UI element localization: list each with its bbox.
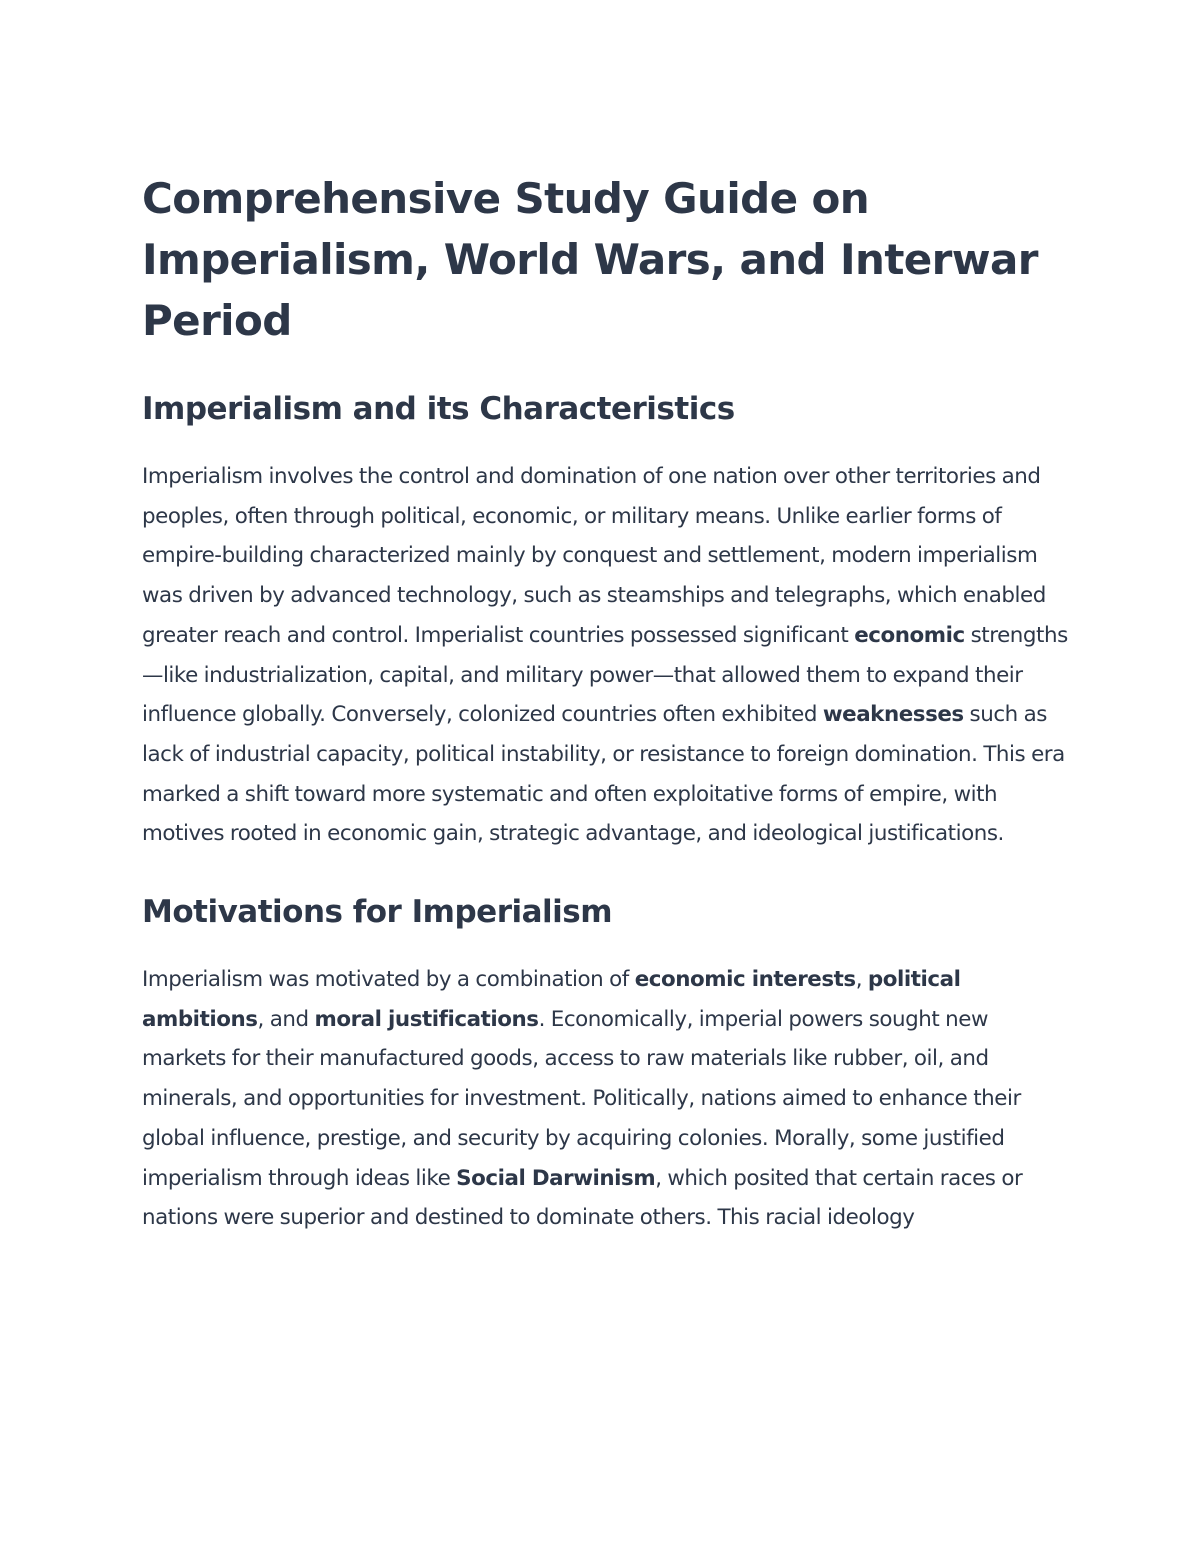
bold-term-economic-interests: economic interests xyxy=(634,967,856,993)
text-run: , which posited that certain races or nations were superior and destined to dominate others. This racial ideology xyxy=(142,1165,1023,1231)
bold-term-weaknesses: weaknesses xyxy=(822,702,964,728)
document-title: Comprehensive Study Guide on Imperialism, World Wars, and Interwar Period xyxy=(142,174,1038,345)
text-run: Imperialism involves the control and domination of one nation over other territories and peoples, often through political, economic, or military means. Unlike earlier forms of empire-building characterized mainly by conquest and settlement, modern imperialism was driven by advanced technology, such as steamships and telegraphs, which enabled greater reach and control. Imperialist countries possessed significant xyxy=(142,464,1046,648)
text-run: such as lack of industrial capacity, political instability, or resistance to foreign domination. This era marked a shift toward more systematic and often exploitative forms of empire, with motives rooted in economic gain, strategic advantage, and ideological justifications. xyxy=(142,702,1065,847)
section-paragraph-motivations xyxy=(142,960,1072,1238)
bold-term-social-darwinism: Social Darwinism xyxy=(456,1165,656,1191)
document-page xyxy=(142,168,1072,1238)
section-heading-imperialism-characteristics: Imperialism and its Characteristics xyxy=(142,391,735,427)
text-run: , and xyxy=(257,1006,315,1032)
text-run: . Economically, imperial powers sought new markets for their manufactured goods, access to raw materials like rubber, oil, and minerals, and opportunities for investment. Politically, nations aimed to enhance their global influence, prestige, and security by acquiring colonies. Morally, some justified imperialism through ideas like xyxy=(142,1006,1021,1191)
bold-term-moral-justifications: moral justifications xyxy=(314,1006,539,1032)
section-paragraph-imperialism-characteristics xyxy=(142,457,1072,854)
bold-term-political-ambitions: political ambitions xyxy=(142,967,961,1032)
section-heading-motivations: Motivations for Imperialism xyxy=(142,894,613,931)
text-run: , xyxy=(855,967,868,993)
text-run: strengths—like industrialization, capital, and military power—that allowed them to expand their influence globally. Conversely, colonized countries often exhibited xyxy=(142,622,1068,728)
bold-term-economic: economic xyxy=(854,622,965,648)
text-run: Imperialism was motivated by a combination of xyxy=(142,967,635,993)
